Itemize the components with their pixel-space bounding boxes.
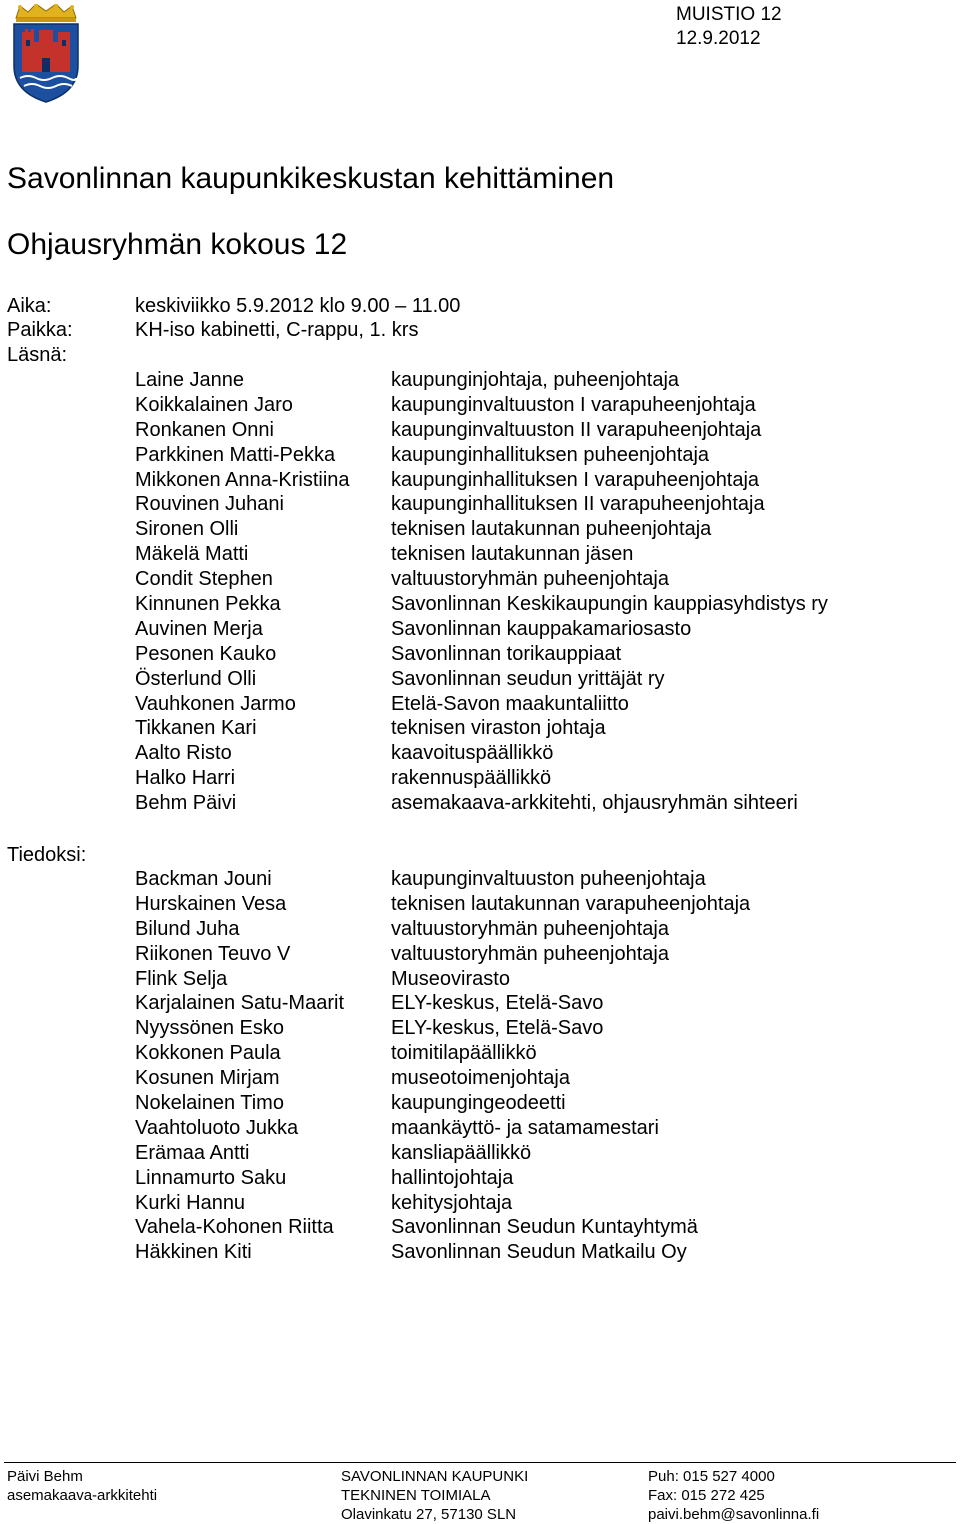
attendee-name: Auvinen Merja [135,617,263,640]
attendee-name: Häkkinen Kiti [135,1241,252,1264]
attendee-row [0,917,960,942]
attendee-row [0,468,960,493]
attendee-role: kansliapäällikkö [391,1141,532,1164]
document-header [676,3,782,51]
footer-fax: Fax: 015 272 425 [648,1487,765,1504]
attendee-role: Savonlinnan seudun yrittäjät ry [391,667,665,690]
attendee-role: Savonlinnan Keskikaupungin kauppiasyhdistys ry [391,593,828,616]
attendee-row [0,517,960,542]
attendee-role: Savonlinnan kauppakamariosasto [391,617,692,640]
attendee-role: maankäyttö- ja satamamestari [391,1116,659,1139]
document-subtitle: Ohjausryhmän kokous 12 [7,228,348,261]
attendee-row [0,1066,960,1091]
attendee-name: Rouvinen Juhani [135,493,284,516]
attendee-role: valtuustoryhmän puheenjohtaja [391,568,669,591]
attendee-name: Bilund Juha [135,917,240,940]
attendee-name: Pesonen Kauko [135,642,277,665]
attendee-role: rakennuspäällikkö [391,767,552,790]
footer-email[interactable]: paivi.behm@savonlinna.fi [648,1506,820,1523]
attendee-role: toimitilapäällikkö [391,1042,537,1065]
attendee-row [0,1016,960,1041]
attendee-role: kaupungingeodeetti [391,1092,566,1115]
attendee-role: Savonlinnan torikauppiaat [391,642,622,665]
attendee-name: Backman Jouni [135,868,272,890]
attendee-row [0,766,960,791]
attendee-role: teknisen lautakunnan jäsen [391,543,634,566]
attendee-name: Sironen Olli [135,518,239,541]
attendee-role: kaupunginhallituksen puheenjohtaja [391,443,710,466]
document-type: MUISTIO 12 [676,4,782,25]
attendee-row [0,443,960,468]
attendee-role: Etelä-Savon maakuntaliitto [391,692,629,715]
attendee-role: kaupunginjohtaja, puheenjohtaja [391,369,680,391]
attendee-role: kaupunginhallituksen I varapuheenjohtaja [391,468,760,491]
attendee-name: Ronkanen Onni [135,418,274,441]
footer-organization [341,1467,528,1524]
attendee-role: kaupunginvaltuuston puheenjohtaja [391,868,706,890]
attendee-row [0,617,960,642]
footer-org-unit: TEKNINEN TOIMIALA [341,1487,491,1504]
attendee-role: valtuustoryhmän puheenjohtaja [391,917,669,940]
attendee-row [0,867,960,892]
attendee-name: Mikkonen Anna-Kristiina [135,468,350,491]
attendee-role: kaupunginhallituksen II varapuheenjohtaja [391,493,765,516]
attendee-row [0,542,960,567]
footer-author-name: Päivi Behm [7,1468,83,1485]
attendee-name: Vahela-Kohonen Riitta [135,1216,334,1239]
attendee-name: Condit Stephen [135,568,273,591]
attendee-row [0,592,960,617]
attendee-name: Mäkelä Matti [135,543,249,566]
footer-contact [648,1467,819,1524]
attendee-role: kaupunginvaltuuston I varapuheenjohtaja [391,393,756,416]
time-value: keskiviikko 5.9.2012 klo 9.00 – 11.00 [135,295,461,317]
attendee-row [0,368,960,393]
present-list [0,368,960,816]
attendee-row [0,967,960,992]
present-label: Läsnä: [7,344,68,366]
attendee-name: Halko Harri [135,767,236,790]
attendee-row [0,667,960,692]
attendee-name: Riikonen Teuvo V [135,942,291,965]
attendee-row [0,642,960,667]
attendee-name: Hurskainen Vesa [135,892,287,915]
attendee-name: Koikkalainen Jaro [135,393,293,416]
attendee-row [0,1191,960,1216]
attendee-name: Vaahtoluoto Jukka [135,1116,299,1139]
attendee-row [0,692,960,717]
attendee-row [0,1141,960,1166]
attendee-role: kaupunginvaltuuston II varapuheenjohtaja [391,418,762,441]
attendee-role: Savonlinnan Seudun Matkailu Oy [391,1241,687,1264]
attendee-role: museotoimenjohtaja [391,1067,570,1090]
attendee-role: ELY-keskus, Etelä-Savo [391,992,604,1015]
info-label: Tiedoksi: [7,844,87,866]
attendee-row [0,892,960,917]
place-label: Paikka: [7,319,73,341]
attendee-row [0,716,960,741]
document-date: 12.9.2012 [676,28,761,49]
attendee-name: Linnamurto Saku [135,1166,287,1189]
attendee-role: valtuustoryhmän puheenjohtaja [391,942,669,965]
attendee-row [0,1240,960,1265]
attendee-name: Kurki Hannu [135,1191,246,1214]
attendee-row [0,942,960,967]
attendee-name: Kinnunen Pekka [135,593,281,616]
attendee-row [0,418,960,443]
attendee-row [0,393,960,418]
attendee-name: Aalto Risto [135,742,232,765]
attendee-name: Laine Janne [135,369,244,391]
attendee-role: hallintojohtaja [391,1166,514,1189]
attendee-role: ELY-keskus, Etelä-Savo [391,1017,604,1040]
attendee-row [0,1091,960,1116]
attendee-name: Karjalainen Satu-Maarit [135,992,344,1015]
attendee-row [0,1166,960,1191]
attendee-name: Parkkinen Matti-Pekka [135,443,336,466]
footer-divider [4,1462,956,1463]
attendee-role: teknisen viraston johtaja [391,717,606,740]
attendee-role: Savonlinnan Seudun Kuntayhtymä [391,1216,698,1239]
attendee-row [0,567,960,592]
attendee-name: Kosunen Mirjam [135,1067,280,1090]
attendee-name: Vauhkonen Jarmo [135,692,296,715]
attendee-row [0,492,960,517]
attendee-role: kehitysjohtaja [391,1191,513,1214]
attendee-row [0,741,960,766]
document-title: Savonlinnan kaupunkikeskustan kehittäminen [7,162,615,195]
attendee-name: Österlund Olli [135,667,257,690]
time-label: Aika: [7,295,52,317]
footer-author-title: asemakaava-arkkitehti [7,1487,158,1504]
footer-author [7,1467,157,1505]
attendee-row [0,991,960,1016]
attendee-name: Erämaa Antti [135,1141,250,1164]
attendee-name: Nokelainen Timo [135,1092,284,1115]
attendee-role: teknisen lautakunnan puheenjohtaja [391,518,712,541]
footer-phone: Puh: 015 527 4000 [648,1468,775,1485]
attendee-row [0,1116,960,1141]
attendee-name: Tikkanen Kari [135,717,257,740]
attendee-role: kaavoituspäällikkö [391,742,554,765]
footer-org-name: SAVONLINNAN KAUPUNKI [341,1468,529,1485]
attendee-name: Flink Selja [135,967,228,990]
info-list [0,867,960,1265]
attendee-row [0,1215,960,1240]
attendee-name: Kokkonen Paula [135,1042,281,1065]
attendee-row [0,791,960,816]
place-value: KH-iso kabinetti, C-rappu, 1. krs [135,319,419,341]
attendee-name: Nyyssönen Esko [135,1017,284,1040]
city-coat-of-arms-logo [6,4,86,104]
footer-org-address: Olavinkatu 27, 57130 SLN [341,1506,517,1523]
attendee-name: Behm Päivi [135,792,237,815]
attendee-role: teknisen lautakunnan varapuheenjohtaja [391,892,751,915]
attendee-role: Museovirasto [391,967,510,990]
attendee-role: asemakaava-arkkitehti, ohjausryhmän sihteeri [391,792,798,815]
attendee-row [0,1041,960,1066]
